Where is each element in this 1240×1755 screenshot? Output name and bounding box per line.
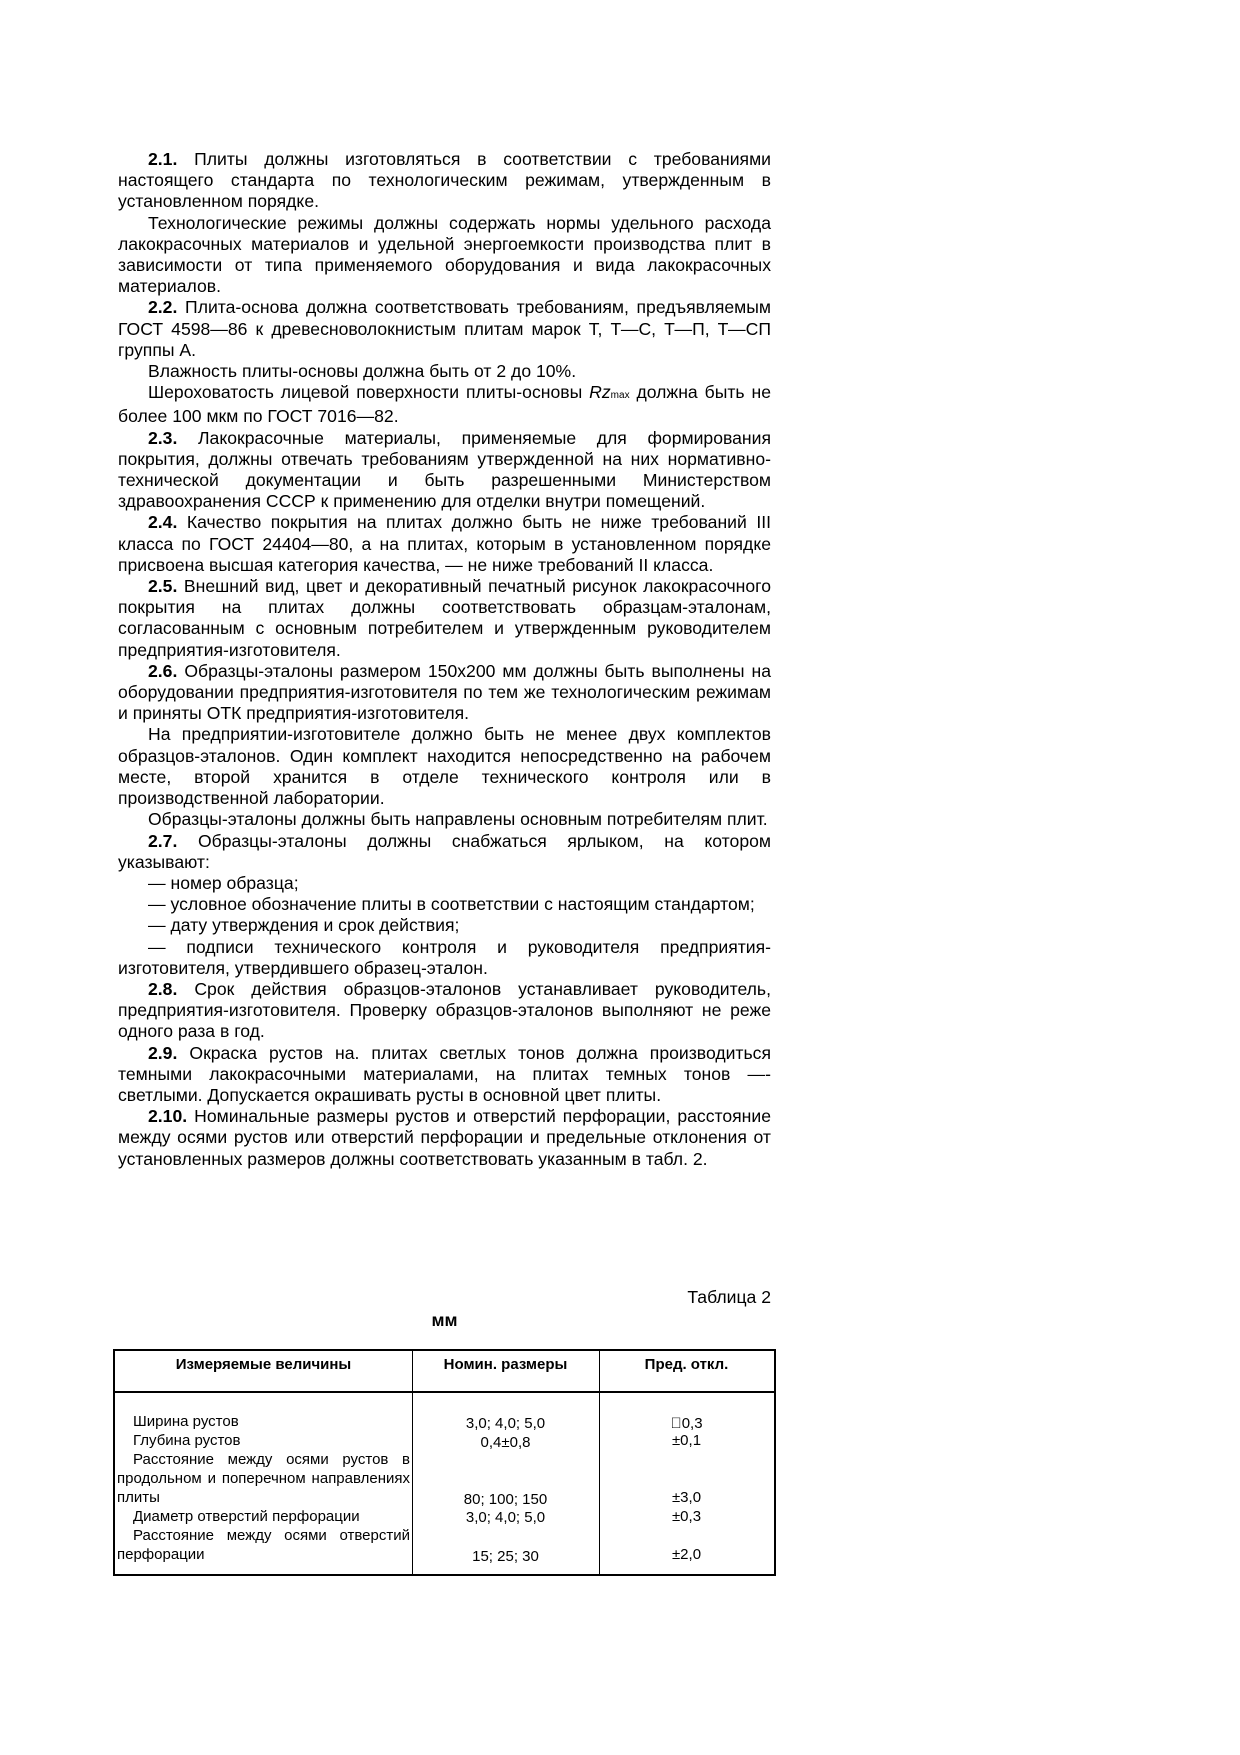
paragraph-text: Образцы-эталоны должны быть направлены основным потребителям плит. bbox=[148, 809, 768, 830]
paragraph bbox=[118, 661, 771, 725]
paragraph-text: Влажность плиты-основы должна быть от 2 до 10%. bbox=[148, 361, 577, 382]
table-cell-nominal: 3,0; 4,0; 5,0 bbox=[465, 1509, 546, 1526]
paragraph bbox=[118, 809, 771, 830]
table-cell-name: Расстояние между осями отверстий перфорации bbox=[117, 1527, 410, 1563]
paragraph bbox=[118, 512, 771, 576]
paragraph-text: На предприятии-изготовителе должно быть не менее двух комплектов образцов-эталонов. Один комплект находится непосредственно на рабочем месте, второй хранится в отделе технического контроля или в производственной лаборатории. bbox=[118, 724, 771, 809]
table-cell-tolerance: ±2,0 bbox=[671, 1546, 702, 1563]
rz-subscript: max bbox=[610, 390, 630, 402]
paragraph-text: — номер образца; bbox=[148, 872, 299, 893]
list-item bbox=[118, 937, 771, 979]
table-cell-name: Диаметр отверстий перфорации bbox=[133, 1508, 360, 1525]
paragraph-text: Плита-основа должна соответствовать требованиям, предъявляемым ГОСТ 4598—86 к древесноволокнистым плитам марок Т, Т—С, Т—П, Т—СП группы А. bbox=[118, 297, 771, 360]
body-text bbox=[118, 149, 771, 1170]
column-divider bbox=[412, 1351, 413, 1574]
table-cell-nominal: 80; 100; 150 bbox=[463, 1491, 548, 1508]
paragraph bbox=[118, 361, 771, 382]
column-header: Номин. размеры bbox=[443, 1356, 568, 1373]
clause-number: 2.6. bbox=[148, 660, 178, 681]
paragraph-text: Шероховатость лицевой поверхности плиты-основы bbox=[148, 382, 590, 403]
paragraph bbox=[118, 382, 771, 427]
clause-number: 2.3. bbox=[148, 427, 178, 448]
dimensions-table bbox=[113, 1349, 776, 1576]
column-header: Пред. откл. bbox=[644, 1356, 729, 1373]
column-divider bbox=[599, 1351, 600, 1574]
paragraph bbox=[118, 297, 771, 361]
clause-number: 2.8. bbox=[148, 978, 178, 999]
paragraph-text: Образцы-эталоны размером 150x200 мм должны быть выполнены на оборудовании предприятия-изготовителя по тем же технологическим режимам и приняты ОТК предприятия-изготовителя. bbox=[118, 660, 771, 724]
clause-number: 2.4. bbox=[148, 512, 178, 533]
table-cell-name: Расстояние между осями рустов в продольном и поперечном направлениях плиты bbox=[117, 1451, 410, 1506]
paragraph bbox=[118, 576, 771, 661]
paragraph bbox=[118, 149, 771, 213]
paragraph-text: Технологические режимы должны содержать нормы удельного расхода лакокрасочных материалов и удельной энергоемкости производства плит в зависимости от типа применяемого оборудования и вида лакокрасочных материалов. bbox=[118, 212, 771, 297]
paragraph-text: Срок действия образцов-эталонов устанавливает руководитель, предприятия-изготовителя. Проверку образцов-эталонов выполняют не реже одного раза в год. bbox=[118, 978, 771, 1042]
paragraph-text: — условное обозначение плиты в соответствии с настоящим стандартом; bbox=[148, 894, 755, 915]
rz-symbol: Rz bbox=[589, 382, 611, 403]
table-caption: Таблица 2 bbox=[687, 1287, 771, 1307]
paragraph-text: Образцы-эталоны должны снабжаться ярлыком, на котором указывают: bbox=[118, 830, 771, 872]
paragraph-text: Внешний вид, цвет и декоративный печатный рисунок лакокрасочного покрытия на плитах должны соответствовать образцам-эталонам, согласованным с основным потребителем и утвержденным руководителем предприятия-изготовителя. bbox=[118, 576, 771, 660]
table-cell-nominal: 0,4±0,8 bbox=[480, 1434, 531, 1451]
list-item bbox=[118, 873, 771, 894]
table-cell-nominal: 3,0; 4,0; 5,0 bbox=[465, 1415, 546, 1432]
list-item bbox=[118, 915, 771, 936]
paragraph bbox=[118, 1043, 771, 1107]
paragraph-text: Плиты должны изготовляться в соответствии с требованиями настоящего стандарта по технологическим режимам, утвержденным в установленном порядке. bbox=[118, 149, 771, 212]
clause-number: 2.7. bbox=[148, 830, 178, 851]
paragraph-text: Окраска рустов на. плитах светлых тонов должна производиться темными лакокрасочными материалами, на плитах темных тонов —- светлыми. Допускается окрашивать русты в основной цвет плиты. bbox=[118, 1042, 771, 1105]
clause-number: 2.1. bbox=[148, 149, 178, 169]
paragraph-text: — дату утверждения и срок действия; bbox=[148, 915, 460, 936]
table-cell-nominal: 15; 25; 30 bbox=[472, 1548, 539, 1565]
table-cell-name: Ширина рустов bbox=[133, 1413, 239, 1430]
clause-number: 2.5. bbox=[148, 576, 178, 597]
clause-number: 2.2. bbox=[148, 297, 178, 318]
paragraph-text: Лакокрасочные материалы, применяемые для формирования покрытия, должны отвечать требованиям утвержденной на них нормативно-технической документации и быть разрешенными Министерством здравоохранения СССР к применению для отделки внутри помещений. bbox=[118, 427, 771, 512]
table-units: мм bbox=[431, 1310, 458, 1330]
table-cell-name: Глубина рустов bbox=[133, 1432, 241, 1449]
table-cell-tolerance: 0,3 bbox=[676, 1415, 697, 1432]
paragraph-text-after: должна быть не более 100 мкм по ГОСТ 7016—82. bbox=[118, 382, 771, 427]
paragraph-text: Качество покрытия на плитах должно быть не ниже требований III класса по ГОСТ 24404—80, а на плитах, которым в установленном порядке присвоена высшая категория качества, — не ниже требований II класса. bbox=[118, 512, 771, 575]
paragraph-text: — подписи технического контроля и руководителя предприятия-изготовителя, утвердившего образец-эталон. bbox=[118, 936, 771, 978]
table-cell-tolerance: ±0,3 bbox=[671, 1508, 702, 1525]
clause-number: 2.10. bbox=[148, 1106, 188, 1127]
paragraph bbox=[118, 428, 771, 513]
paragraph bbox=[118, 1106, 771, 1170]
header-divider bbox=[115, 1391, 774, 1393]
column-header: Измеряемые величины bbox=[175, 1356, 352, 1373]
list-item bbox=[118, 894, 771, 915]
table-cell-tolerance: ±3,0 bbox=[671, 1489, 702, 1506]
paragraph bbox=[118, 213, 771, 298]
clause-number: 2.9. bbox=[148, 1042, 178, 1063]
paragraph bbox=[118, 831, 771, 873]
paragraph bbox=[118, 979, 771, 1043]
paragraph bbox=[118, 724, 771, 809]
table-cell-tolerance: ±0,1 bbox=[671, 1432, 702, 1449]
paragraph-text: Номинальные размеры рустов и отверстий перфорации, расстояние между осями рустов или отверстий перфорации и предельные отклонения от установленных размеров должны соответствовать указанным в табл. 2. bbox=[118, 1106, 771, 1169]
